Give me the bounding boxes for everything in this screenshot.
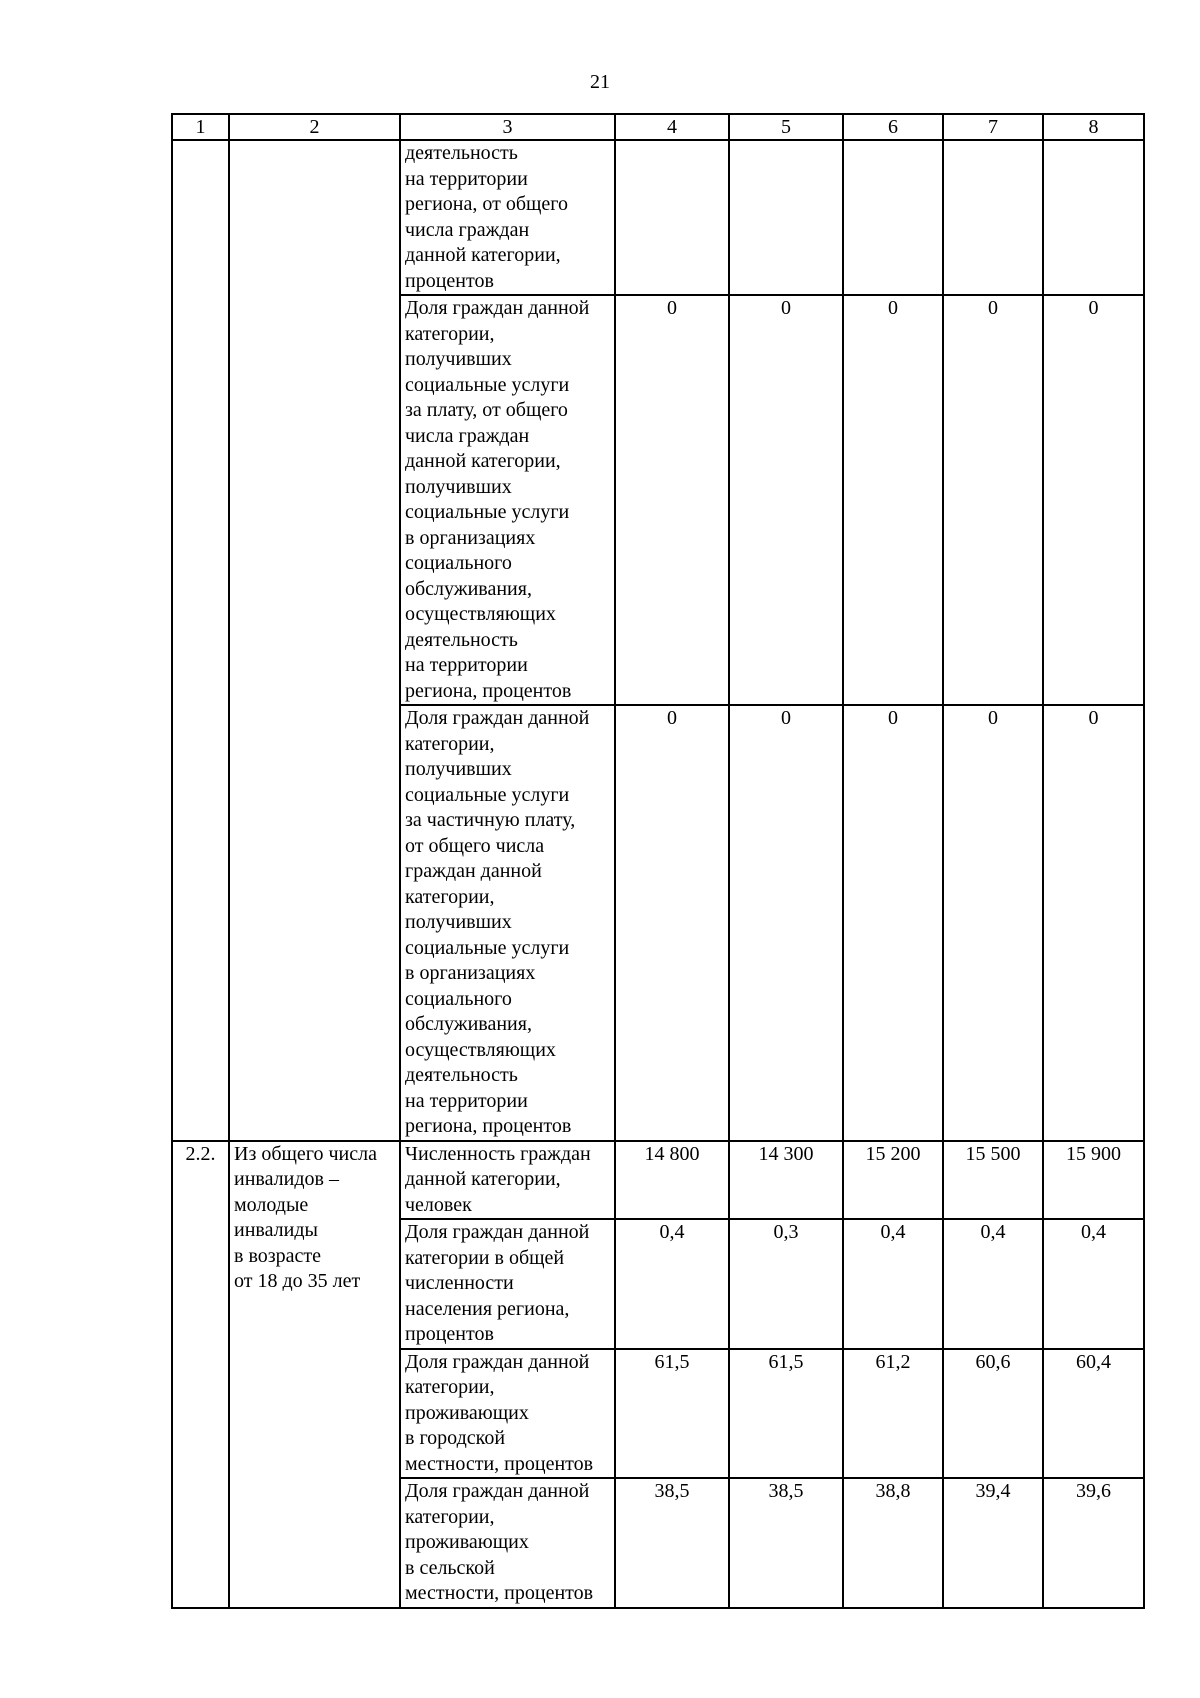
value-cell: 0,4: [615, 1219, 729, 1349]
indicator-description: Доля граждан данной категории, проживающих в городской местности, процентов: [400, 1349, 615, 1479]
section-code: 2.2.: [172, 1141, 229, 1608]
column-number: 6: [843, 114, 943, 140]
indicator-description: Доля граждан данной категории в общей численности населения региона, процентов: [400, 1219, 615, 1349]
value-cell: 0: [615, 295, 729, 705]
column-number: 8: [1043, 114, 1144, 140]
value-cell: 0: [943, 295, 1043, 705]
category-name: Из общего числа инвалидов – молодые инвалиды в возрасте от 18 до 35 лет: [229, 1141, 400, 1608]
page-number: 21: [590, 71, 610, 93]
value-cell: 0: [843, 705, 943, 1141]
value-cell: 61,2: [843, 1349, 943, 1479]
value-cell: 61,5: [615, 1349, 729, 1479]
indicator-description: Численность граждан данной категории, человек: [400, 1141, 615, 1220]
value-cell: 0: [1043, 705, 1144, 1141]
column-number: 4: [615, 114, 729, 140]
value-cell: 60,6: [943, 1349, 1043, 1479]
value-cell: 0: [943, 705, 1043, 1141]
indicator-description: деятельность на территории региона, от общего числа граждан данной категории, процентов: [400, 140, 615, 295]
value-cell: 14 800: [615, 1141, 729, 1220]
indicator-description: Доля граждан данной категории, проживающих в сельской местности, процентов: [400, 1478, 615, 1608]
value-cell: 15 900: [1043, 1141, 1144, 1220]
table-row: [172, 140, 1144, 295]
value-cell: 38,8: [843, 1478, 943, 1608]
value-cell: 39,6: [1043, 1478, 1144, 1608]
value-cell: 0: [1043, 295, 1144, 705]
value-cell: 15 500: [943, 1141, 1043, 1220]
value-cell: 60,4: [1043, 1349, 1144, 1479]
value-cell: 0: [729, 295, 843, 705]
value-cell: 15 200: [843, 1141, 943, 1220]
column-number: 5: [729, 114, 843, 140]
value-cell: 0: [615, 705, 729, 1141]
code-cell-empty: [172, 140, 229, 1141]
value-cell: 38,5: [729, 1478, 843, 1608]
table-row: [172, 1141, 1144, 1220]
column-number: 1: [172, 114, 229, 140]
column-number: 7: [943, 114, 1043, 140]
column-number: 3: [400, 114, 615, 140]
indicators-table: [171, 113, 1145, 1609]
indicator-description: Доля граждан данной категории, получивших социальные услуги за частичную плату, от общего числа граждан данной категории, получивших социальные услуги в организациях социального обслуживания, осуществляющих деятельность на территории региона, процентов: [400, 705, 615, 1141]
value-cell: 39,4: [943, 1478, 1043, 1608]
value-cell: [729, 140, 843, 295]
value-cell: [843, 140, 943, 295]
value-cell: 38,5: [615, 1478, 729, 1608]
group-cell-empty: [229, 140, 400, 1141]
value-cell: [1043, 140, 1144, 295]
value-cell: 14 300: [729, 1141, 843, 1220]
value-cell: [615, 140, 729, 295]
value-cell: 0,4: [843, 1219, 943, 1349]
column-number: 2: [229, 114, 400, 140]
value-cell: [943, 140, 1043, 295]
indicator-description: Доля граждан данной категории, получивших социальные услуги за плату, от общего числа граждан данной категории, получивших социальные услуги в организациях социального обслуживания, осуществляющих деятельность на территории региона, процентов: [400, 295, 615, 705]
column-number-row: [172, 114, 1144, 140]
value-cell: 0: [729, 705, 843, 1141]
value-cell: 0,4: [1043, 1219, 1144, 1349]
value-cell: 0,4: [943, 1219, 1043, 1349]
value-cell: 61,5: [729, 1349, 843, 1479]
value-cell: 0,3: [729, 1219, 843, 1349]
value-cell: 0: [843, 295, 943, 705]
